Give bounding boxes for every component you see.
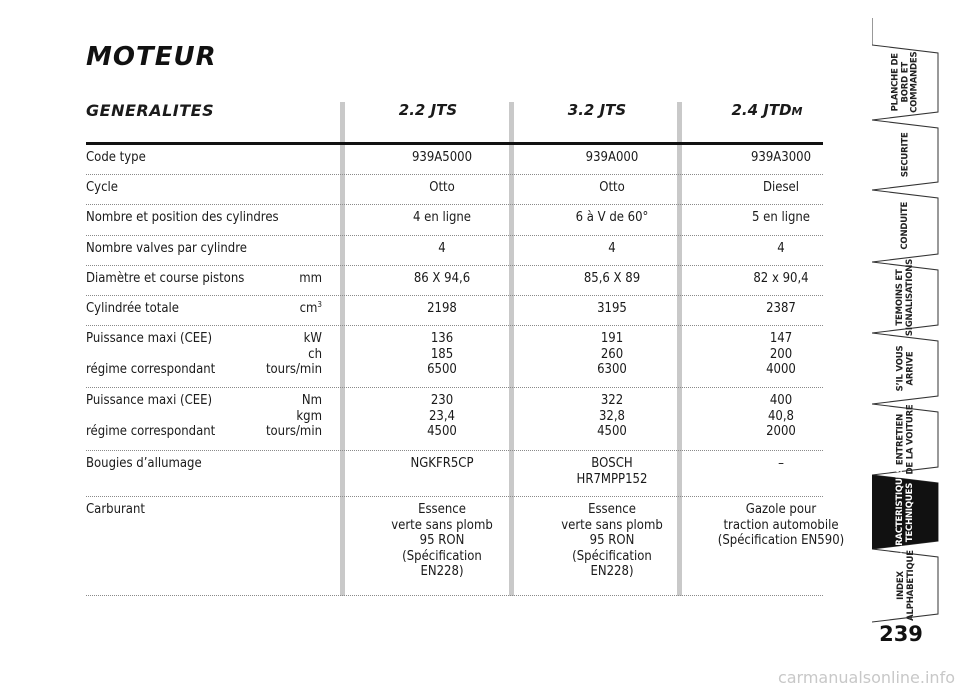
sidebar-tab-7[interactable] (872, 466, 940, 558)
value-cell (706, 301, 856, 317)
table-row (86, 145, 823, 175)
page-title: MOTEUR (86, 42, 217, 72)
value-cell (537, 502, 687, 580)
label-text: régime correspondant (86, 362, 216, 377)
value-text: 200 (769, 346, 793, 362)
value-cell (367, 393, 517, 440)
value-cell (537, 301, 687, 317)
value-text: 3195 (597, 301, 627, 316)
row-label (86, 241, 322, 257)
value-cell (706, 210, 856, 226)
sidebar-tab-label-line: CONDUITE (900, 202, 911, 250)
sidebar-tab-label (897, 346, 916, 392)
value-cell (537, 393, 687, 440)
value-text: (Spécification (572, 548, 652, 564)
value-text: 85,6 X 89 (583, 271, 641, 286)
value-cell (537, 271, 687, 287)
column-header-2: 3.2 JTS (567, 101, 627, 119)
value-text: 5 en ligne (751, 210, 811, 225)
label-text: Nombre et position des cylindres (86, 210, 279, 225)
value-cell (367, 271, 517, 287)
table-row (86, 296, 823, 326)
sidebar-tab-label-line: SECURITE (900, 132, 911, 178)
value-text: 32,8 (598, 408, 626, 424)
value-text: 2387 (766, 301, 796, 316)
value-text: 23,4 (428, 408, 456, 424)
sidebar-tab-label-line: INDEX (895, 571, 906, 600)
unit-text: tours/min (265, 362, 322, 377)
sidebar-tab-label (901, 202, 911, 250)
sidebar-tab-label-line: SIGNALISATIONS (905, 258, 916, 337)
value-text: 322 (600, 393, 624, 408)
sidebar-tab-2[interactable] (872, 120, 940, 190)
table-row (86, 266, 823, 296)
sidebar-tab-label-line: BORD ET (900, 62, 911, 103)
value-cell (706, 180, 856, 196)
column-header-3: 2.4 JTDM (731, 101, 803, 119)
table-row (86, 388, 823, 451)
value-text: 147 (769, 331, 793, 346)
row-label (86, 502, 322, 518)
row-label (86, 456, 322, 472)
unit-text: kW (303, 331, 322, 346)
value-text: 4 (777, 241, 785, 256)
value-cell (537, 456, 687, 487)
unit-text: mm (299, 271, 322, 286)
sidebar-tab-label (897, 259, 916, 336)
value-cell (367, 180, 517, 196)
sidebar-tab-4[interactable] (872, 258, 940, 337)
section-title: GENERALITES (86, 101, 215, 120)
value-text: 2000 (766, 424, 796, 439)
value-text: 4500 (597, 424, 627, 439)
value-text: Diesel (763, 180, 799, 195)
sidebar-tab-label-line: CARACTERISTIQUES (895, 466, 906, 558)
sidebar-tab-label (897, 466, 916, 557)
row-label (86, 331, 322, 378)
table-row (86, 175, 823, 205)
value-text: 4000 (766, 362, 796, 377)
value-text: 4 en ligne (412, 210, 472, 225)
sidebar-tab-6[interactable] (872, 404, 940, 475)
value-text: 939A5000 (411, 150, 473, 165)
value-cell (706, 331, 856, 378)
value-text: 400 (769, 393, 793, 408)
label-text: Bougies d’allumage (86, 456, 202, 471)
sidebar-tab-label (892, 52, 921, 113)
value-text: 136 (430, 331, 454, 346)
sidebar-tab-3[interactable] (872, 190, 940, 262)
value-cell (706, 241, 856, 257)
label-text: régime correspondant (86, 424, 216, 439)
sidebar-tab-label-line: ENTRETIEN (895, 413, 906, 466)
value-cell (706, 150, 856, 166)
sidebar-tab-label-line: ARRIVE (905, 351, 915, 386)
value-text: 185 (430, 346, 454, 362)
value-text: 40,8 (767, 408, 795, 424)
sidebar-tab-8[interactable] (872, 549, 940, 622)
label-text: Puissance maxi (CEE) (86, 393, 213, 408)
value-text: 230 (430, 393, 454, 408)
table-row (86, 326, 823, 388)
label-text: Cylindrée totale (86, 301, 179, 316)
row-label (86, 301, 322, 317)
sidebar-tab-label-line: TEMOINS ET (895, 269, 906, 326)
unit-text: $cm^3$ (299, 300, 322, 316)
row-label (86, 210, 322, 226)
value-cell (367, 150, 517, 166)
value-cell (367, 331, 517, 378)
sidebar-tab-label-line: DE LA VOITURE (905, 404, 916, 475)
value-text: 191 (600, 331, 624, 346)
value-cell (706, 502, 856, 549)
value-text: – (778, 456, 784, 471)
value-text: 939A3000 (750, 150, 812, 165)
value-cell (706, 271, 856, 287)
page-number: 239 (879, 622, 923, 646)
value-cell (537, 241, 687, 257)
value-text: EN228) (420, 564, 464, 579)
value-text: HR7MPP152 (576, 471, 648, 487)
unit-text: tours/min (265, 424, 322, 439)
value-cell (537, 331, 687, 378)
value-text: Essence (588, 502, 636, 517)
value-cell (367, 241, 517, 257)
value-text: verte sans plomb (391, 517, 493, 533)
value-text: Essence (418, 502, 466, 517)
label-text: Carburant (86, 502, 145, 517)
value-text: (Spécification (402, 548, 482, 564)
value-text: NGKFR5CP (410, 456, 474, 471)
value-text: traction automobile (723, 517, 839, 533)
sidebar-tab-label-line: COMMANDES (909, 51, 920, 114)
value-text: Otto (429, 180, 455, 195)
value-cell (367, 301, 517, 317)
watermark: carmanualsonline.info (777, 668, 955, 687)
sidebar-tab-label-line: ALPHABETIQUE (905, 550, 916, 621)
sidebar-tab-label (901, 133, 911, 178)
unit-text: ch (308, 346, 322, 362)
sidebar-tab-1[interactable] (872, 45, 940, 120)
table-row (86, 497, 845, 596)
value-text: Gazole pour (745, 502, 817, 517)
value-cell (537, 150, 687, 166)
value-text: 95 RON (589, 533, 635, 548)
value-text: 95 RON (419, 533, 465, 548)
sidebar-tab-label-line: S’IL VOUS (895, 345, 906, 392)
row-label (86, 271, 322, 287)
value-text: 2198 (427, 301, 457, 316)
table-row (86, 205, 823, 236)
sidebar-tab-label (897, 404, 916, 474)
value-cell (537, 180, 687, 196)
value-text: verte sans plomb (561, 517, 663, 533)
sidebar-tab-label-line: PLANCHE DE (890, 53, 901, 112)
value-text: 82 x 90,4 (753, 271, 809, 286)
value-cell (537, 210, 687, 226)
value-text: 86 X 94,6 (413, 271, 471, 286)
section-sidebar (872, 0, 960, 692)
label-text: Puissance maxi (CEE) (86, 331, 213, 346)
label-text: Nombre valves par cylindre (86, 241, 247, 256)
value-text: BOSCH (591, 456, 633, 471)
sidebar-tab-label-line: TECHNIQUES (905, 482, 915, 542)
row-label (86, 150, 322, 166)
column-header-1: 2.2 JTS (398, 101, 458, 119)
value-text: 6300 (597, 362, 627, 377)
value-cell (367, 210, 517, 226)
label-text: Cycle (86, 180, 118, 195)
value-text: 4500 (427, 424, 457, 439)
value-text: (Spécification EN590) (717, 533, 845, 548)
value-text: 4 (608, 241, 616, 256)
value-cell (706, 456, 856, 472)
row-label (86, 180, 322, 196)
value-text: 260 (600, 346, 624, 362)
unit-text: kgm (296, 408, 322, 424)
row-label (86, 393, 322, 440)
sidebar-tab-5[interactable] (872, 333, 940, 404)
value-text: 6 à V de 60° (575, 210, 649, 225)
value-text: 4 (438, 241, 446, 256)
value-text: 6500 (427, 362, 457, 377)
value-text: EN228) (590, 564, 634, 579)
value-cell (367, 502, 517, 580)
label-text: Diamètre et course pistons (86, 271, 245, 286)
value-text: 939A000 (585, 150, 639, 165)
value-cell (706, 393, 856, 440)
table-row (86, 236, 823, 266)
value-cell (367, 456, 517, 472)
table-row (86, 451, 823, 497)
value-text: Otto (599, 180, 625, 195)
label-text: Code type (86, 150, 146, 165)
sidebar-tab-label (897, 550, 916, 621)
unit-text: Nm (301, 393, 322, 408)
